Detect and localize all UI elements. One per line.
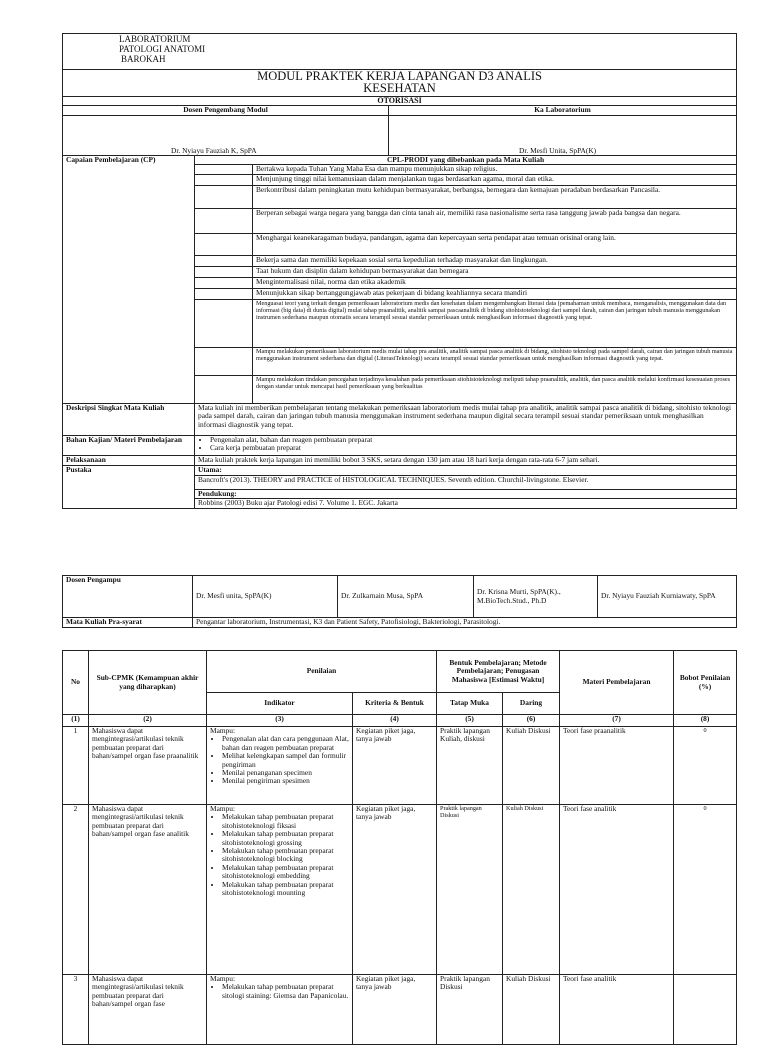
col-number: (1)	[63, 715, 89, 727]
row-subcpmk: Mahasiswa dapat mengintegrasi/artikulasi teknik pembuatan preparat dari bahan/sampel organ fase	[89, 975, 207, 1045]
pengampu-name: Dr. Krisna Murti, SpPA(K)., M.BioTech.Stud., Ph.D	[474, 576, 598, 618]
col-tatap-header: Tatap Muka	[437, 693, 503, 715]
cpl-item: Mampu melakukan pemeriksaan laboratorium medis mulai tahap pra analitik, analitik sampai pasca analitik di bidang, sitohisto teknologi pada sampel darah, cairan dan jaringan tubuh manusia menggunakan instrument sederhana dan digital (LiterasiTeknologi) secara terampil sesuai standar pemeriksaan untuk menghasilkan informasi diagnostik yang tepat.	[253, 347, 737, 375]
cpl-prodi-header: CPL-PRODI yang dibebankan pada Mata Kuliah	[195, 156, 737, 165]
bahan-item: • Pengenalan alat, bahan dan reagen pembuatan preparat	[210, 436, 733, 444]
cpl-item: Menguasai teori yang terkait dengan pemeriksaan laboratorium medis dan kesehatan dalam mengembangkan literasi data (pemahaman untuk membaca, menganalisis, menggunakan data dan informasi (big data) di dunia digital) mulai tahap praanalitik, analitik sampai pascaanalitik di bidang sitohistoteknologi dari sampel darah, cairan dan jaringan tubuh manusia menggunakan instrumen sederhana maupun otomatis secara terampil sesuai standar pemeriksaan untuk menghasilkan informasi diagnostik yang tepat.	[253, 299, 737, 347]
row-tatap-muka: Praktik lapangan Diskusi	[437, 805, 503, 975]
dosen-pengampu-label: Dosen Pengampu	[63, 576, 193, 618]
deskripsi-label: Deskripsi Singkat Mata Kuliah	[63, 403, 195, 435]
row-tatap-muka: Praktik lapangan Kuliah, diskusi	[437, 727, 503, 805]
row-bobot: 0	[674, 805, 737, 975]
row-tatap-muka: Praktik lapangan Diskusi	[437, 975, 503, 1045]
row-daring: Kuliah Diskusi	[503, 727, 560, 805]
indikator-item: • Melakukan tahap pembuatan preparat sitohistoteknologi embedding	[222, 864, 349, 881]
pengampu-name: Dr. Zulkarnain Musa, SpPA	[338, 576, 474, 618]
pengampu-name: Dr. Mesfi unita, SpPA(K)	[193, 576, 338, 618]
dosen-pengembang-name: Dr. Nyiayu Fauziah K, SpPA	[63, 116, 389, 156]
pelaksanaan-label: Pelaksanaan	[63, 455, 195, 465]
col-number: (3)	[207, 715, 353, 727]
module-table	[62, 33, 737, 509]
title-line-1: MODUL PRAKTEK KERJA LAPANGAN D3 ANALIS	[257, 69, 542, 83]
indikator-head: Mampu:	[210, 974, 236, 983]
table-row	[63, 727, 737, 805]
ka-lab-name: Dr. Mesfi Unita, SpPA(K)	[389, 116, 737, 156]
col-number: (6)	[503, 715, 560, 727]
cpl-item: Menunjukkan sikap bertanggungjawab atas pekerjaan di bidang keahliannya secara mandiri	[253, 288, 737, 299]
indikator-item: • Menilai pengiriman spesimen	[222, 777, 349, 785]
row-bobot: 0	[674, 727, 737, 805]
col-number: (8)	[674, 715, 737, 727]
row-indikator	[207, 975, 353, 1045]
lab-line: LABORATORIUM	[119, 34, 191, 44]
dosen-pengembang-label: Dosen Pengembang Modul	[63, 106, 389, 116]
lab-name	[63, 34, 737, 70]
row-daring: Kuliah Diskusi	[503, 805, 560, 975]
row-no: 3	[63, 975, 89, 1045]
prasyarat-text: Pengantar laboratorium, Instrumentasi, K3 dan Patient Safety, Patofisiologi, Bakteriologi, Parasitologi.	[193, 618, 737, 628]
indikator-item: • Melakukan tahap pembuatan preparat sitohistoteknologi fiksasi	[222, 813, 349, 830]
pustaka-utama-text: Bancroft's (2013). THEORY and PRACTICE of HISTOLOGICAL TECHNIQUES. Seventh edition. Churchil-livingstone. Elsevier.	[195, 475, 737, 489]
rps-table	[62, 650, 737, 1045]
cpl-item: Menjunjung tinggi nilai kemanusiaan dalam menjalankan tugas berdasarkan agama, moral dan etika.	[253, 174, 737, 185]
col-number: (4)	[353, 715, 437, 727]
prasyarat-label: Mata Kuliah Pra-syarat	[63, 618, 193, 628]
col-indikator-header: Indikator	[207, 693, 353, 715]
row-kriteria: Kegiatan piket jaga, tanya jawab	[353, 975, 437, 1045]
pustaka-pendukung-label: Pendukung:	[195, 489, 737, 498]
module-title	[63, 70, 737, 97]
col-penilaian-header: Penilaian	[207, 651, 437, 693]
bahan-kajian-label: Bahan Kajian/ Materi Pembelajaran	[63, 435, 195, 455]
cpl-item: Bertakwa kepada Tuhan Yang Maha Esa dan mampu menunjukkan sikap religius.	[253, 165, 737, 174]
indikator-item: • Melakukan tahap pembuatan preparat sitohistoteknologi grossing	[222, 830, 349, 847]
row-subcpmk: Mahasiswa dapat mengintegrasi/artikulasi teknik pembuatan preparat dari bahan/sampel organ fase praanalitik	[89, 727, 207, 805]
bahan-kajian-list	[195, 435, 737, 455]
cpl-item: Berperan sebagai warga negara yang bangga dan cinta tanah air, memiliki rasa nasionalisme serta rasa tanggung jawab pada bangsa dan negara.	[253, 208, 737, 233]
pengampu-table	[62, 575, 737, 628]
indikator-head: Mampu:	[210, 804, 236, 813]
col-number: (7)	[560, 715, 674, 727]
indikator-item: • Melakukan tahap pembuatan preparat sitohistoteknologi mounting	[222, 881, 349, 898]
indikator-item: • Menilai penanganan specimen	[222, 769, 349, 777]
lab-line: PATOLOGI ANATOMI	[119, 44, 206, 54]
row-materi: Teori fase analitik	[560, 975, 674, 1045]
table-row	[63, 805, 737, 975]
bahan-item: • Cara kerja pembuatan preparat	[210, 444, 733, 452]
indikator-item: • Melakukan tahap pembuatan preparat sitohistoteknologi blocking	[222, 847, 349, 864]
row-kriteria: Kegiatan piket jaga, tanya jawab	[353, 805, 437, 975]
pustaka-pendukung-text: Robbins (2003) Buku ajar Patologi edisi 7. Volume 1. EGC. Jakarta	[195, 499, 737, 509]
row-kriteria: Kegiatan piket jaga, tanya jawab	[353, 727, 437, 805]
row-no: 2	[63, 805, 89, 975]
pustaka-label: Pustaka	[63, 465, 195, 508]
row-subcpmk: Mahasiswa dapat mengintegrasi/artikulasi teknik pembuatan preparat dari bahan/sampel organ fase analitik	[89, 805, 207, 975]
row-indikator	[207, 727, 353, 805]
cpl-item: Menginternalisasi nilai, norma dan etika akademik	[253, 277, 737, 288]
col-subcpmk-header: Sub-CPMK (Kemampuan akhir yang diharapkan)	[89, 651, 207, 715]
table-row	[63, 975, 737, 1045]
col-daring-header: Daring	[503, 693, 560, 715]
col-no-header: No	[63, 651, 89, 715]
row-materi: Teori fase analitik	[560, 805, 674, 975]
title-line-2: KESEHATAN	[363, 81, 436, 95]
cpl-item: Mampu melakukan tindakan pencegahan terjadinya kesalahan pada pemeriksaan sitohistoteknologi meliputi tahap praanalitik, analitik, dan pasca analitik melalui konfirmasi kesesuaian proses dengan standar untuk mencapai hasil pemeriksaan yang berkualitas	[253, 375, 737, 403]
deskripsi-text: Mata kuliah ini memberikan pembelajaran tentang melakukan pemeriksaan laboratorium medis mulai tahap pra analitik, analitik sampai pasca analitik di bidang, sitohisto teknologi pada sampel darah, cairan dan jaringan tubuh manusia menggunakan instrument sederhana maupun digital secara terampil sesuai standar pemeriksaan untuk menghasilkan informasi diagnostik yang tepat.	[195, 403, 737, 435]
cpl-item: Menghargai keanekaragaman budaya, pandangan, agama dan kepercayaan serta pendapat atau temuan orisinal orang lain.	[253, 233, 737, 255]
col-number: (5)	[437, 715, 503, 727]
row-materi: Teori fase praanalitik	[560, 727, 674, 805]
col-number: (2)	[89, 715, 207, 727]
cp-label: Capaian Pembelajaran (CP)	[63, 156, 195, 404]
pustaka-utama-label: Utama:	[195, 465, 737, 475]
indikator-item: • Melakukan tahap pembuatan preparat sitologi staining: Giemsa dan Papanicolau.	[222, 983, 349, 1000]
cpl-item: Bekerja sama dan memiliki kepekaan sosial serta kepedulian terhadap masyarakat dan lingkungan.	[253, 255, 737, 266]
indikator-head: Mampu:	[210, 726, 236, 735]
col-bobot-header: Bobot Penilaian (%)	[674, 651, 737, 715]
pelaksanaan-text: Mata kuliah praktek kerja lapangan ini memiliki bobot 3 SKS, setara dengan 130 jam atau 18 hari kerja dengan rata-rata 6-7 jam sehari.	[195, 455, 737, 465]
otorisasi-label: OTORISASI	[63, 97, 737, 106]
row-bobot	[674, 975, 737, 1045]
row-indikator	[207, 805, 353, 975]
col-kriteria-header: Kriteria & Bentuk	[353, 693, 437, 715]
row-daring: Kuliah Diskusi	[503, 975, 560, 1045]
indikator-item: • Melihat kelengkapan sampel dan formulir pengiriman	[222, 752, 349, 769]
row-no: 1	[63, 727, 89, 805]
cpl-item: Berkontribusi dalam peningkatan mutu kehidupan bermasyarakat, berbangsa, bernegara dan kemajuan peradaban berdasarkan Pancasila.	[253, 185, 737, 208]
ka-lab-label: Ka Laboratorium	[389, 106, 737, 116]
indikator-item: • Pengenalan alat dan cara penggunaan Alat, bahan dan reagen pembuatan preparat	[222, 735, 349, 752]
pengampu-name: Dr. Nyiayu Fauziah Kurniawaty, SpPA	[598, 576, 737, 618]
lab-line: BAROKAH	[121, 54, 166, 64]
col-materi-header: Materi Pembelajaran	[560, 651, 674, 715]
col-bentuk-header: Bentuk Pembelajaran; Metode Pembelajaran; Penugasan Mahasiswa [Estimasi Waktu]	[437, 651, 560, 693]
cpl-item: Taat hukum dan disiplin dalam kehidupan bermasyarakat dan bernegara	[253, 266, 737, 277]
